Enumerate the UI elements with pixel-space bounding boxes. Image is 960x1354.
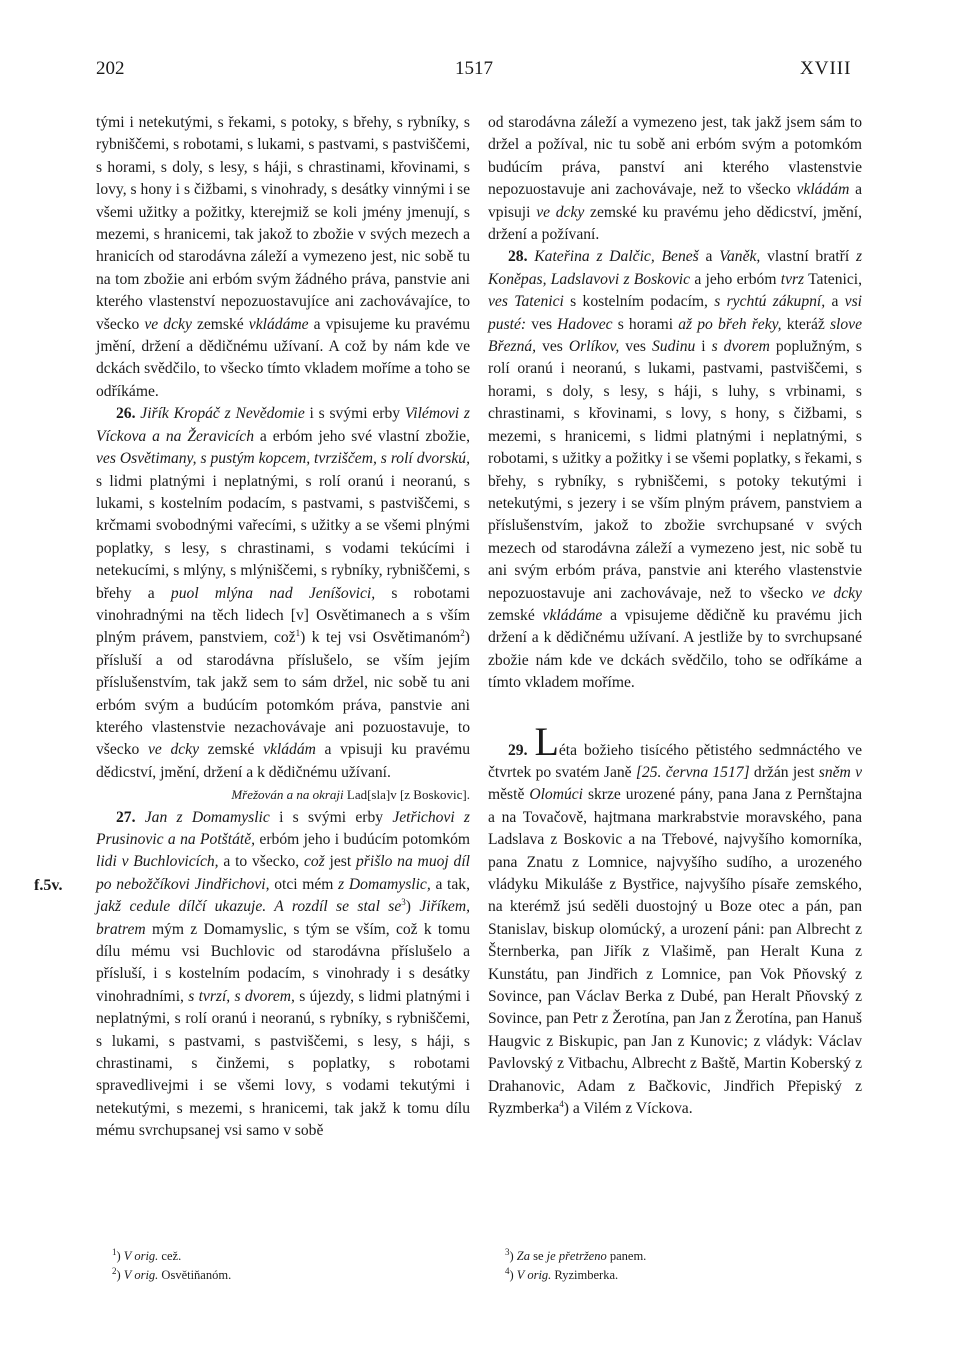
footnote-3: $^3$) Za se je přetrženo panem. — [505, 1246, 647, 1263]
entry-27: 27. Jan z Domamyslic i s svými erby Jetřichovi z Prusinovic a na Potštátě, erbóm jeho i budúcím potomkóm lidi v Buchlovicích, a to všecko, což jest přišlo na muoj díl po nebožčíkovi Jindřichovi, otci mém z Domamyslic, a tak, jakž cedule dílčí ukazuje. A rozdíl se stal $se^3$) Jiříkem, bratrem mým z Domamyslic, s tým se vším, což k tomu dílu mému vsi Buchlovic od starodávna příslušelo a přísluší, i s kostelním podacím, s vinohrady i s desátky vinohradními, s tvrzí, s dvorem, s újezdy, s lidmi platnými i neplatnými, s rolí oranú i neoranú, s rybníky, s rybniščemi, s lukami, s pastvami, s pastviščemi, s lesy, s háji, s chrastinami, s činžemi, s poplatky, s robotami spravedlivejmi i se všemi lovy, s vodami tekutými i netekutými, s mezemi, s hranicemi, tak jakž k tomu dílu mému svrchupsanej vsi samo v sobě — [96, 808, 471, 1140]
right-column — [488, 112, 862, 1120]
footnotes-right — [505, 1247, 646, 1285]
entry-number: 26. — [116, 405, 136, 423]
running-year: 1517 — [455, 58, 493, 79]
entry-number: 28. — [508, 248, 528, 266]
entry-28: 28. Kateřina z Dalčic, Beneš a Vaněk, vlastní bratří z Koněpas, Ladslavovi z Boskovic a jeho erbóm tvrz Tatenici, ves Tatenici s kostelním podacím, s rychtú zákupní, a vsi pusté: ves Hadovec s horami až po břeh řeky, kteráž slove Březná, ves Orlíkov, ves Sudinu i s dvorem poplužným, s rolí oranú i neoranú, s lukami, pastvami, pastviščemi, s horami, s doly, s lesy, s háji, s luhy, s vrbinami, s chrastinami, s křovinami, s lovy, s hony, s čižbami, s mezemi, s hranicemi, s lidmi platnými i neplatnými, s robotami, s užitky a požitky i se všemi poplatky, s řekami, s břehy, s rybníky, s rybniščemi, s potoky tekutými i netekutými, s jezery i se vším plným právem, panstviem a příslušenstvím, jakož to zbožie svrchupsané v svých mezech od starodávna záleží a vymezeno jest, nic sobě tu ani svým erbóm práva, panstvie ani kterého vlastenstvie nepozuostavuje ani zachovávaje, než to všecko ve dcky zemské vkládáme a vpisujeme dědičně ku pravému jich držení a k dědičnému užívaní. A jestliže by to svrchupsané zbožie nám kde ve dckách svědčilo, toho se odříkáme a tímto vkladem moříme. — [488, 248, 863, 692]
entry-29: 29. Léta božieho tisícého pětistého sedmnáctého ve čtvrtek po svatém Janě [25. června 1517] držán jest sněm v městě Olomúci skrze urozené pány, pana Jana z Pernštajna a na Tovačově, hajtmana markrabstvie moravského, pana Ladslava z Boskovic a na Třebové, najvyšího komorníka, pana Znatu z Lomnice, najvyšího sudího, a urozeného vládyku Mikuláše z Bystřice, najvyšího písaře zemského, na kterémž jsú seděli duostojný u Boze otec a pán, pan Stanislav, biskup olomúcký, a urození páni: pan Albrecht z Šternberka, pan Jiřík z Vlašimě, pan Heralt Kuna z Kunstátu, pan Jindřich z Lomnice, pan Vok Pňovský z Sovince, pan Václav Berka z Dubé, pan Heralt Pňovský z Sovince, pan Petr z Žerotína, pan Jan z Žerotína, pan Hanuš Haugvic z Biskupic, pan Jan z Kunovic; z vládyk: Václav Pavlovský z Vitbachu, Albrecht z Baště, Martin Koberský z Drahanovic, Adam z Bačkovic, Jindřich Přepiský z Ryzmberka$^4$) a Vilém z Víckova. — [488, 718, 863, 1118]
page-number: 202 — [96, 58, 125, 79]
section-number: XVIII — [800, 58, 852, 79]
paragraph-continuation: od starodávna záleží a vymezeno jest, tak jakž jsem sám to držel a požíval, nic tu sobě ani erbóm svým a potomkóm budúcím práva, panství ani kterého vlastenstvie nepozuostavuje ani zachovávaje, než to všecko vkládám a vpisuji ve dcky zemské ku pravému jeho dědicství, jmění, držení a požívaní. — [488, 114, 862, 244]
entry-26: 26. Jiřík Kropáč z Nevědomie i s svými erby Vilémovi z Víckova a na Žeravicích a erbóm jeho své vlastní zbožie, ves Osvětimany, s pustým kopcem, tvrziščem, s rolí dvorskú, s lidmi platnými i neplatnými, s rolí oranú i neoranú, s lukami, s kostelním podacím, s pastvami, s pastviščemi, s krčmami svobodnými vařecími, s užitky a se všemi plnými poplatky, s lesy, s chrastinami, s vodami tekúcími i netekucími, s mlýny, s mlýniščemi, s rybníky, rybniščemi, s břehy a puol mlýna nad Jeníšovici, s robotami vinohradnými na těch lidech [v] Osvětimanech a s vším plným právem, panstviem, což$^1$) k tej vsi Osvětimanóm$^2$) přísluší a od starodávna příslušelo, se vším jejím příslušenstvím, tak jakž sem to sám držel, nic sobě tu ani erbóm svým a budúcím potomkóm práva, panstvie ani kterého vlastenstvie nezachovávaje ani pozuostavuje, to všecko ve dcky zemské vkládám a vpisuji ku pravému dědicství, jmění, držení a k dědičnému užívaní. — [96, 405, 471, 781]
footnote-4: $^4$) V orig. Ryzimberka. — [505, 1265, 619, 1282]
footnote-2: $^2$) V orig. Osvětiňanóm. — [112, 1265, 232, 1282]
footnote-1: $^1$) V orig. cež. — [112, 1246, 182, 1263]
footnote-ref: 4 — [559, 1098, 564, 1109]
paragraph-continuation: tými i netekutými, s řekami, s potoky, s břehy, s rybníky, s rybniščemi, s robotami, s lukami, s pastvami, s pastviščemi, s horami, s doly, s lesy, s háji, s chrastinami, křovinami, s lovy, s hony i s čižbami, s vinohrady, s desátky vinnými i se všemi užitky a požitky, kterejmiž se koli jmény jmenují, s mezemi, s hranicemi, tak jakož to zbožie v svých mezech a hranicích od starodávna záleží a vymezeno jest, nic sobě tu na tom zbožie ani erbóm svým žádného práva, panstvie ani kterého vlastenství nepozuostavujíce ani zachovávajíce, to všecko ve dcky zemské vkládáme a vpisujeme ku pravému jmění, držení a dědičnému užívaní. A což by nám kde ve dckách svědčilo, to všecko tímto vkladem moříme a toho se odříkáme. — [96, 114, 471, 400]
footnote-ref: 1 — [295, 628, 301, 639]
margin-folio-label: f.5v. — [34, 877, 63, 894]
editorial-note: Mřežován a na okraji Lad[sla]v [z Boskovic]. — [231, 787, 470, 803]
entry-number: 29. — [508, 741, 528, 759]
footnotes-left — [112, 1247, 231, 1285]
initial-letter: L — [534, 718, 559, 764]
entry-number: 27. — [116, 808, 136, 826]
left-column — [96, 112, 470, 1143]
footnote-ref: 3 — [401, 897, 406, 908]
footnote-ref: 2 — [460, 628, 465, 639]
page-header — [0, 58, 960, 88]
